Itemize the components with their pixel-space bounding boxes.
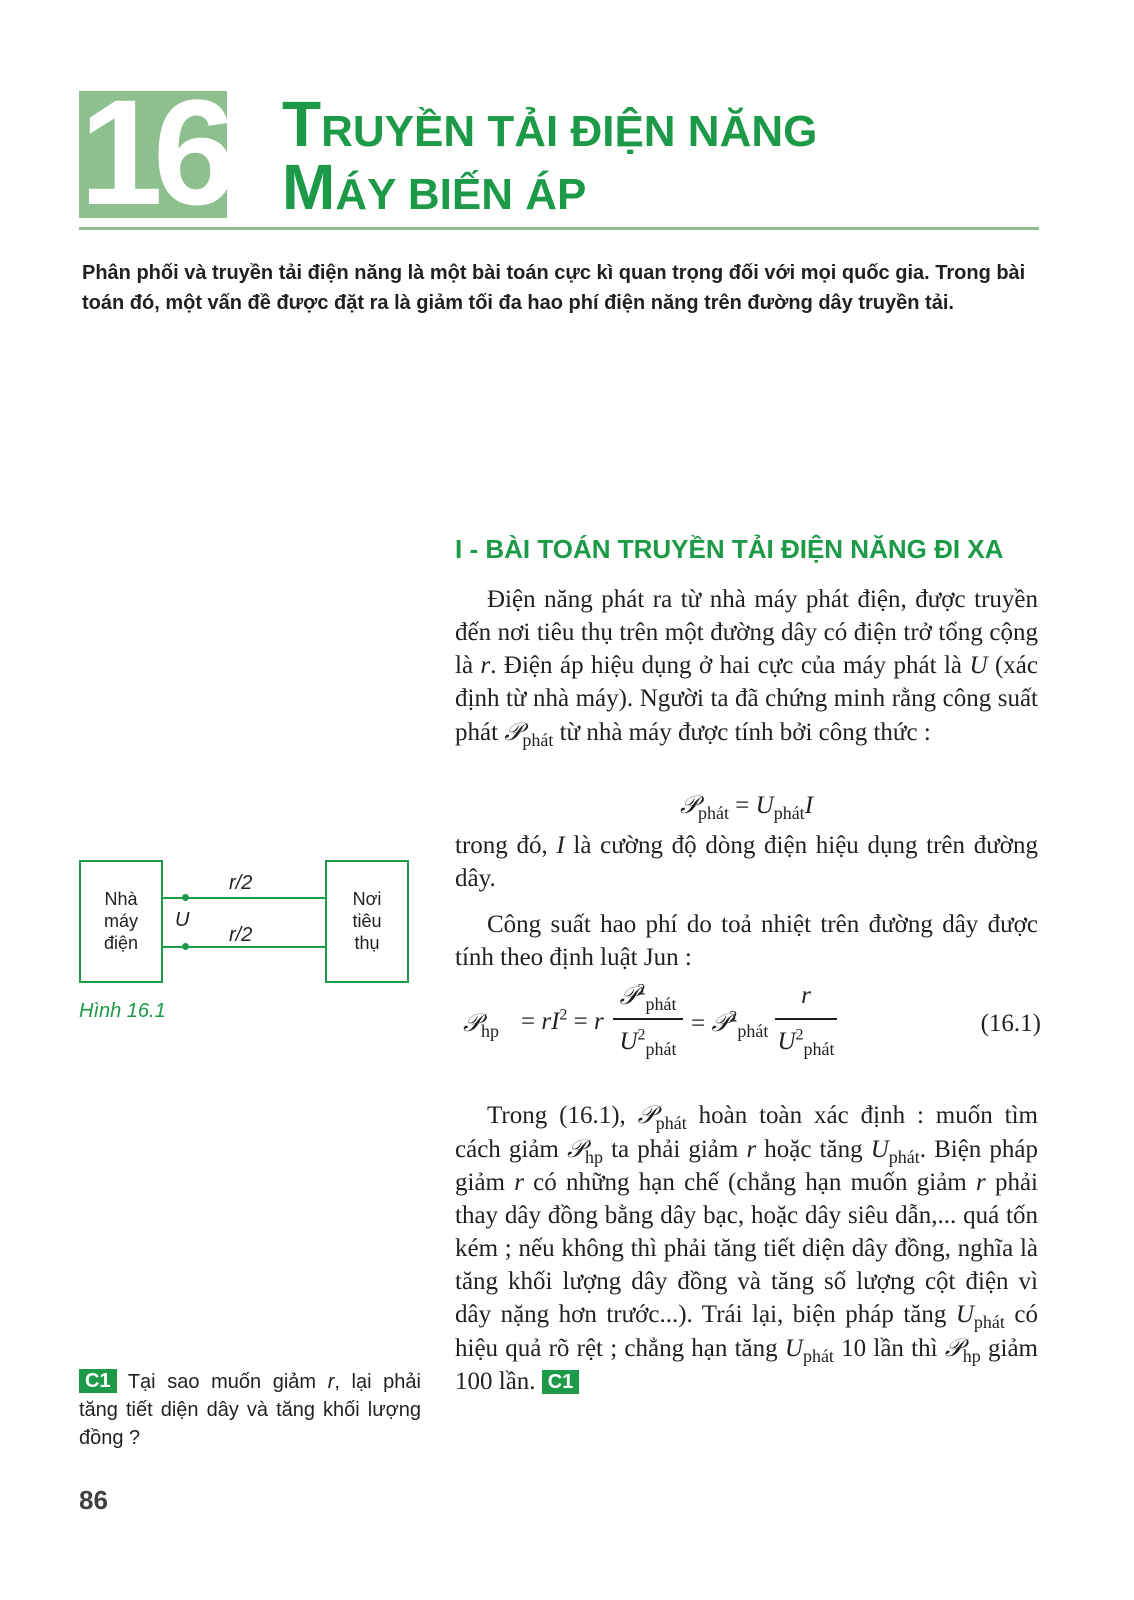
intro-paragraph: Phân phối và truyền tải điện năng là một bài toán cực kì quan trọng đối với mọi quốc gia. Trong bài toán đó, một vấn đề được đặt ra là giảm tối đa hao phí điện năng trên đường dây truyền tải. [82, 262, 1026, 314]
formula-16-1 [463, 978, 1041, 1070]
paragraph-3: Công suất hao phí do toả nhiệt trên đường dây được tính theo định luật Jun : [455, 911, 1038, 971]
power-plant-label: Nhà máy điện [103, 889, 139, 953]
formula-ri2: = $rI^2 = r$ [521, 1006, 604, 1035]
header-divider [79, 227, 1039, 230]
terminal-dot-top [182, 894, 189, 901]
paragraph-2: trong đó, I là cường độ dòng điện hiệu dụng trên đường dây. [455, 832, 1038, 892]
figure-16-1 [79, 860, 409, 990]
page-number: 86 [79, 1485, 108, 1515]
section-heading: I - BÀI TOÁN TRUYỀN TẢI ĐIỆN NĂNG ĐI XA [455, 534, 1004, 564]
formula-power: 𝒫$_{phát}$ = $U_{phát}I$ [679, 790, 814, 823]
equation-number: (16.1) [980, 1010, 1041, 1037]
question-reference-badge: C1 [542, 1370, 580, 1394]
chapter-number-box [79, 91, 227, 218]
paragraph-1: Điện năng phát ra từ nhà máy phát điện, được truyền đến nơi tiêu thụ trên một đường dây có điện trở tổng cộng là r. Điện áp hiệu dụng ở hai cực của máy phát là U (xác định từ nhà máy). Người ta đã chứng minh rằng công suất phát 𝒫$_{phát}$ từ nhà máy được tính bởi công thức : [455, 586, 1038, 750]
power-plant-box [79, 860, 163, 983]
formula-fraction-1: 𝒫$^2_{phát}$ $U^2_{phát}$ [613, 978, 683, 1060]
chapter-title-line-2: MÁY BIẾN ÁP [282, 151, 587, 223]
paragraph-4: Trong (16.1), 𝒫$_{phát}$ hoàn toàn xác định : muốn tìm cách giảm 𝒫$_{hp}$ ta phải giảm r hoặc tăng $U_{phát}$. Biện pháp giảm r có những hạn chế (chẳng hạn muốn giảm r phải thay dây đồng bằng dây bạc, hoặc dây siêu dẫn,... quá tốn kém ; nếu không thì phải tăng tiết diện dây đồng, nghĩa là tăng khối lượng dây đồng và tăng số lượng cột điện vì dây nặng hơn trước...). Trái lại, biện pháp tăng $U_{phát}$ có hiệu quả rõ rệt ; chẳng hạn tăng $U_{phát}$ 10 lần thì 𝒫$_{hp}$ giảm 100 lần. C1 [455, 1100, 1039, 1395]
wire-bottom-resistance-label: r/2 [229, 924, 253, 946]
formula-fraction-2: r $U^2_{phát}$ [775, 978, 837, 1060]
terminal-dot-bottom [182, 943, 189, 950]
question-badge: C1 [79, 1369, 117, 1393]
figure-caption: Hình 16.1 [79, 1000, 166, 1022]
formula-middle: = 𝒫$^2_{phát}$ [691, 1008, 769, 1041]
formula-lhs: 𝒫$_{hp}$ [463, 1008, 500, 1041]
consumer-label: Nơi tiêu thụ [352, 889, 382, 953]
voltage-label: U [175, 909, 190, 931]
question-c1: C1 Tại sao muốn giảm r, lại phải tăng tiết diện dây và tăng khối lượng đồng ? [79, 1370, 421, 1449]
chapter-title-line-1: TRUYỀN TẢI ĐIỆN NĂNG [282, 88, 818, 160]
chapter-number: 16 [79, 91, 227, 218]
consumer-box [325, 860, 409, 983]
wire-top-resistance-label: r/2 [229, 872, 253, 894]
